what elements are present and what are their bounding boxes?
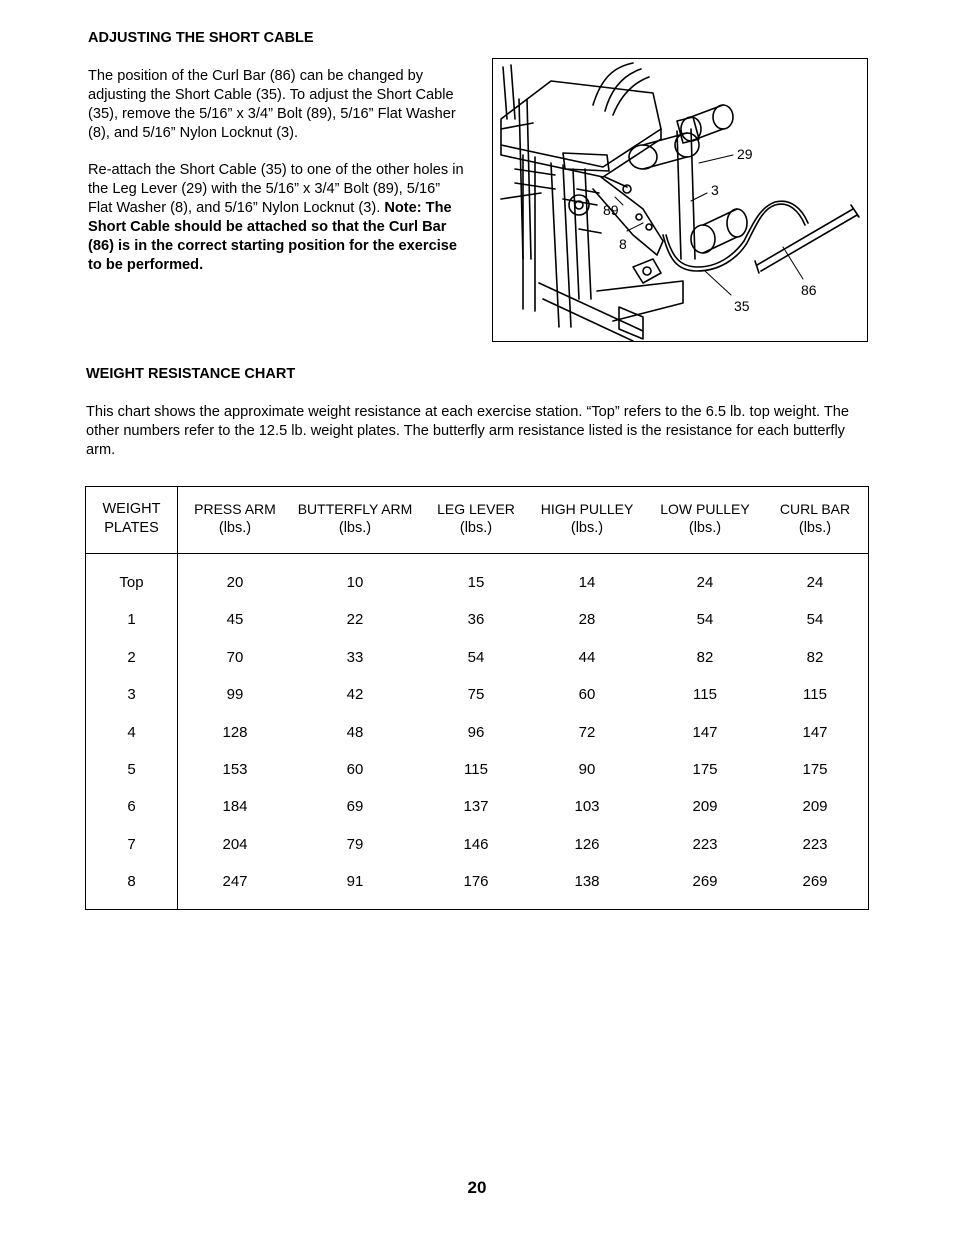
resistance-cell: 60 — [346, 761, 364, 778]
table-row — [86, 685, 868, 705]
resistance-cell: 91 — [346, 873, 364, 891]
resistance-cell: 20 — [226, 574, 244, 591]
table-row — [86, 723, 868, 743]
resistance-cell: 75 — [467, 686, 485, 704]
header-weight-plates — [86, 500, 177, 538]
short-cable-diagram — [492, 58, 868, 342]
resistance-cell: 10 — [346, 574, 364, 591]
header-line1: LOW PULLEY — [660, 501, 750, 517]
resistance-cell: 96 — [467, 723, 485, 741]
weight-resistance-table — [85, 486, 869, 910]
resistance-cell: 103 — [574, 798, 600, 816]
resistance-cell: 128 — [222, 723, 248, 741]
header-curl-bar — [762, 500, 868, 538]
machine-illustration — [493, 59, 868, 342]
table-header-divider — [86, 553, 868, 554]
callout-8: 8 — [619, 236, 627, 252]
callout-29: 29 — [737, 146, 753, 162]
resistance-cell: 175 — [692, 761, 718, 778]
resistance-cell: 24 — [806, 574, 824, 591]
resistance-cell: 137 — [463, 798, 489, 816]
header-line1: HIGH PULLEY — [540, 501, 634, 517]
resistance-cell: 82 — [806, 648, 824, 666]
resistance-cell: 72 — [578, 723, 596, 741]
resistance-cell: 36 — [467, 611, 485, 629]
resistance-cell: 44 — [578, 648, 596, 666]
resistance-cell: 209 — [802, 798, 828, 816]
header-low-pulley — [650, 500, 760, 538]
resistance-cell: 204 — [222, 835, 248, 853]
resistance-cell: 146 — [463, 835, 489, 853]
resistance-cell: 115 — [693, 686, 717, 704]
header-line2: (lbs.) — [338, 520, 372, 536]
header-line2: (lbs.) — [798, 520, 832, 536]
resistance-cell: 54 — [806, 611, 824, 629]
resistance-cell: 42 — [346, 686, 364, 704]
callout-89: 89 — [603, 202, 619, 218]
resistance-cell: 223 — [692, 835, 718, 853]
table-row — [86, 760, 868, 780]
resistance-cell: 176 — [463, 873, 489, 891]
plates-cell: 6 — [127, 798, 136, 816]
plates-cell: 2 — [127, 648, 136, 666]
note-text: Note: The Short Cable should be attached so that the Curl Bar (86) is in the correct starting position for the exercise to be performed. — [88, 200, 457, 273]
resistance-cell: 90 — [578, 761, 596, 778]
resistance-cell: 209 — [692, 798, 718, 816]
resistance-cell: 69 — [346, 798, 364, 816]
plates-cell: 7 — [127, 835, 136, 853]
resistance-cell: 54 — [696, 611, 714, 629]
reattach-text: Re-attach the Short Cable (35) to one of the other holes in the Leg Lever (29) with the 5/16” x 3/4” Bolt (89), 5/16” Flat Washer (8), and 5/16” Nylon Locknut (3). — [88, 162, 464, 216]
header-line1: PRESS ARM — [194, 501, 276, 517]
resistance-cell: 269 — [692, 873, 718, 891]
header-press-arm — [178, 500, 292, 538]
resistance-cell: 14 — [578, 574, 596, 591]
resistance-cell: 45 — [226, 611, 244, 629]
plates-cell: 8 — [127, 873, 136, 891]
plates-cell: 4 — [127, 723, 136, 741]
weight-chart-description: This chart shows the approximate weight resistance at each exercise station. “Top” refers to the 6.5 lb. top weight. The other numbers refer to the 12.5 lb. weight plates. The butterfly arm resistance listed is the resistance for each butterfly arm. — [86, 404, 850, 458]
resistance-cell: 147 — [802, 723, 828, 741]
section-title-short-cable: ADJUSTING THE SHORT CABLE — [88, 30, 314, 46]
resistance-cell: 223 — [802, 835, 828, 853]
resistance-cell: 247 — [222, 873, 248, 891]
resistance-cell: 184 — [222, 798, 248, 816]
header-line2: (lbs.) — [459, 520, 493, 536]
table-row — [86, 797, 868, 817]
plates-cell: 1 — [127, 611, 136, 629]
resistance-cell: 24 — [696, 574, 714, 591]
header-line2: (lbs.) — [570, 520, 604, 536]
header-line1: LEG LEVER — [437, 501, 515, 517]
resistance-cell: 15 — [467, 574, 485, 591]
table-row — [86, 573, 868, 593]
header-line1: BUTTERFLY ARM — [297, 501, 413, 517]
header-line1: CURL BAR — [779, 501, 851, 517]
callout-35: 35 — [734, 298, 750, 314]
resistance-cell: 153 — [222, 761, 248, 778]
resistance-cell: 33 — [346, 648, 364, 666]
resistance-cell: 269 — [802, 873, 828, 891]
resistance-cell: 138 — [574, 873, 600, 891]
plates-cell: Top — [119, 574, 144, 591]
page-number: 20 — [467, 1178, 487, 1197]
resistance-cell: 126 — [574, 835, 600, 853]
resistance-cell: 79 — [346, 835, 364, 853]
table-row — [86, 835, 868, 855]
resistance-cell: 22 — [346, 611, 364, 629]
resistance-cell: 48 — [346, 723, 364, 741]
resistance-cell: 82 — [696, 648, 714, 666]
resistance-cell: 28 — [578, 611, 596, 629]
resistance-cell: 147 — [692, 723, 718, 741]
table-row — [86, 648, 868, 668]
plates-cell: 3 — [127, 686, 136, 704]
callout-86: 86 — [801, 282, 817, 298]
header-line2: PLATES — [104, 520, 159, 536]
resistance-cell: 115 — [464, 761, 488, 778]
section-title-weight-chart: WEIGHT RESISTANCE CHART — [86, 366, 296, 382]
resistance-cell: 70 — [226, 648, 244, 666]
resistance-cell: 54 — [467, 648, 485, 666]
header-line1: WEIGHT — [102, 501, 161, 517]
table-row — [86, 872, 868, 892]
short-cable-paragraph-1: The position of the Curl Bar (86) can be changed by adjusting the Short Cable (35). To adjust the Short Cable (35), remove the 5/16” x 3/4” Bolt (89), 5/16” Flat Washer (8), and 5/16” Nylon Locknut (3). — [88, 68, 456, 141]
resistance-cell: 175 — [802, 761, 828, 778]
header-high-pulley — [532, 500, 642, 538]
plates-cell: 5 — [127, 761, 136, 778]
resistance-cell: 60 — [578, 686, 596, 704]
header-line2: (lbs.) — [688, 520, 722, 536]
table-row — [86, 610, 868, 630]
resistance-cell: 99 — [226, 686, 244, 704]
resistance-cell: 115 — [803, 686, 827, 704]
header-butterfly-arm — [290, 500, 420, 538]
callout-3: 3 — [711, 182, 719, 198]
header-line2: (lbs.) — [218, 520, 252, 536]
short-cable-paragraph-2 — [88, 161, 468, 275]
header-leg-lever — [421, 500, 531, 538]
